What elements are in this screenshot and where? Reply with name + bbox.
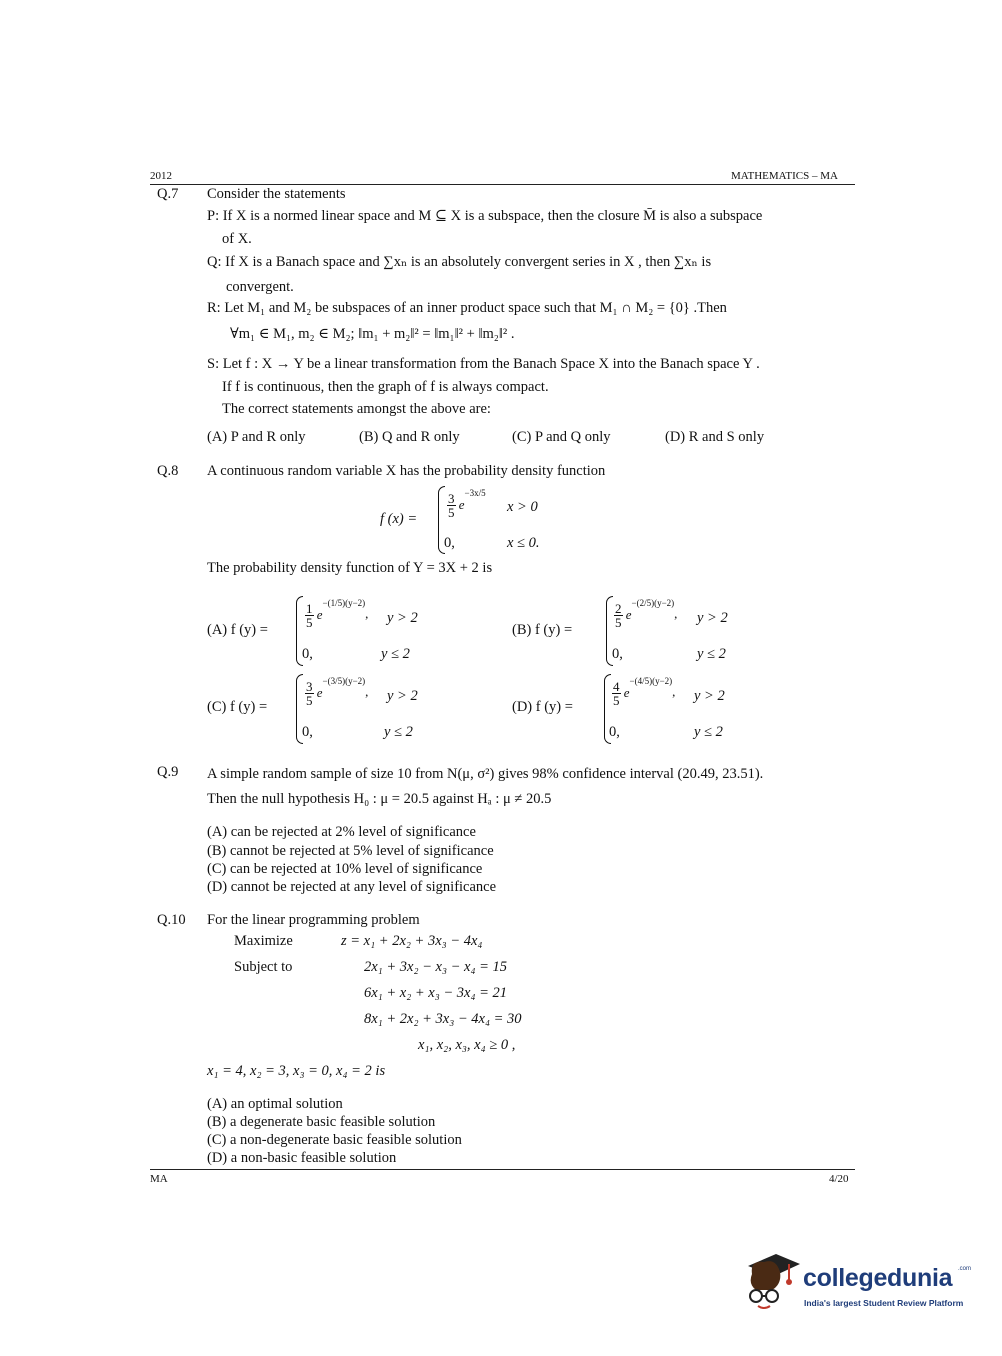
q8-option-c-zero: 0,	[302, 724, 313, 740]
q8-stem: A continuous random variable X has the probability density function	[207, 463, 606, 479]
q10-constraint-1: 2x₁ + 3x₂ − x₃ − x₄ = 15	[364, 959, 508, 975]
q8-option-a-label: (A) f (y) =	[207, 622, 268, 638]
collegedunia-logo-icon	[742, 1250, 802, 1312]
q8-option-c-cond1: y > 2	[387, 688, 418, 704]
q10-nonnegativity: x₁, x₂, x₃, x₄ ≥ 0 ,	[418, 1037, 516, 1053]
q9-option-a: (A) can be rejected at 2% level of significance	[207, 824, 476, 840]
q7-statement-s: S: Let f : X → Y be a linear transformation from the Banach Space X into the Banach space Y .	[207, 356, 760, 372]
q10-subject-to: Subject to	[234, 959, 293, 975]
q7-option-d: (D) R and S only	[665, 429, 765, 445]
q8-fx-cond2: x ≤ 0.	[507, 535, 540, 551]
q7-statement-p-cont: of X.	[222, 231, 252, 247]
q7-statement-q-cont: convergent.	[226, 279, 294, 295]
q7-stem: Consider the statements	[207, 186, 346, 202]
header-year: 2012	[150, 170, 172, 182]
q8-number: Q.8	[157, 463, 179, 479]
q9-line1: A simple random sample of size 10 from N(μ, σ²) gives 98% confidence interval (20.49, 23.51).	[207, 766, 764, 782]
q8-fx-exp: −3x/5	[464, 488, 486, 498]
q9-option-c: (C) can be rejected at 10% level of significance	[207, 861, 483, 877]
q8-option-d-label: (D) f (y) =	[512, 699, 573, 715]
q10-maximize: Maximize	[234, 933, 293, 949]
q7-number: Q.7	[157, 186, 179, 202]
q8-option-d-cond1: y > 2	[694, 688, 725, 704]
q7-statement-q: Q: If X is a Banach space and ∑xₙ is an absolutely convergent series in X , then ∑xₙ is	[207, 254, 712, 270]
q7-statement-r: R: Let M₁ and M₂ be subspaces of an inner product space such that M₁ ∩ M₂ = {0} .Then	[207, 300, 727, 316]
q7-statement-p: P: If X is a normed linear space and M ⊆ X is a subspace, then the closure M̄ is also a subspace	[207, 208, 763, 224]
q8-option-c-num: 3	[306, 678, 313, 694]
q8-stem2: The probability density function of Y = 3X + 2 is	[207, 560, 493, 576]
q10-option-d: (D) a non-basic feasible solution	[207, 1150, 397, 1166]
q8-option-d-num: 4	[613, 678, 620, 694]
q8-option-b-cond2: y ≤ 2	[697, 646, 726, 662]
q8-option-a-cond1: y > 2	[387, 610, 418, 626]
header-rule	[150, 184, 855, 185]
q10-point: x₁ = 4, x₂ = 3, x₃ = 0, x₄ = 2 is	[207, 1063, 386, 1079]
q10-option-a: (A) an optimal solution	[207, 1096, 343, 1112]
q10-option-c: (C) a non-degenerate basic feasible solution	[207, 1132, 462, 1148]
q9-option-d: (D) cannot be rejected at any level of significance	[207, 879, 497, 895]
logo-brand: collegedunia	[803, 1264, 953, 1292]
q8-option-d-zero: 0,	[609, 724, 620, 740]
q7-statement-r-formula: ∀m₁ ∈ M₁, m₂ ∈ M₂; ‖m₁ + m₂‖² = ‖m₁‖² + ‖m₂‖² .	[230, 326, 515, 342]
q10-number: Q.10	[157, 912, 186, 928]
q9-line2: Then the null hypothesis H₀ : μ = 20.5 against Hₐ : μ ≠ 20.5	[207, 791, 552, 807]
q10-option-b: (B) a degenerate basic feasible solution	[207, 1114, 436, 1130]
footer-page-number: 4/20	[829, 1173, 849, 1185]
q8-option-a-cond2: y ≤ 2	[381, 646, 410, 662]
q10-constraint-3: 8x₁ + 2x₂ + 3x₃ − 4x₄ = 30	[364, 1011, 522, 1027]
q7-option-c: (C) P and Q only	[512, 429, 611, 445]
q8-option-c-exp: −(3/5)(y−2)	[322, 676, 366, 686]
q8-option-d-cond2: y ≤ 2	[694, 724, 723, 740]
q7-statement-s-cont: If f is continuous, then the graph of f is always compact.	[222, 379, 549, 395]
q8-option-b-zero: 0,	[612, 646, 623, 662]
q10-objective: z = x₁ + 2x₂ + 3x₃ − 4x₄	[341, 933, 483, 949]
q8-option-b-cond1: y > 2	[697, 610, 728, 626]
q8-option-b-exp: −(2/5)(y−2)	[631, 598, 675, 608]
q8-option-c-cond2: y ≤ 2	[384, 724, 413, 740]
q10-stem: For the linear programming problem	[207, 912, 420, 928]
q7-option-a: (A) P and R only	[207, 429, 306, 445]
q8-option-b-label: (B) f (y) =	[512, 622, 573, 638]
logo-tagline: India's largest Student Review Platform	[804, 1298, 964, 1308]
q9-option-b: (B) cannot be rejected at 5% level of significance	[207, 843, 494, 859]
q8-fx-zero: 0,	[444, 535, 455, 551]
logo-dotcom: .com	[958, 1266, 972, 1272]
q7-prompt: The correct statements amongst the above are:	[222, 401, 491, 417]
footer-rule	[150, 1169, 855, 1170]
header-subject: MATHEMATICS – MA	[731, 170, 838, 182]
q8-option-a-exp: −(1/5)(y−2)	[322, 598, 366, 608]
q10-constraint-2: 6x₁ + x₂ + x₃ − 3x₄ = 21	[364, 985, 508, 1001]
q8-option-a-num: 1	[306, 600, 313, 616]
q8-fx-label: f (x) =	[380, 511, 418, 527]
q8-option-d-exp: −(4/5)(y−2)	[629, 676, 673, 686]
footer-code: MA	[150, 1173, 168, 1185]
q9-number: Q.9	[157, 764, 179, 780]
q7-option-b: (B) Q and R only	[359, 429, 460, 445]
q8-option-a-zero: 0,	[302, 646, 313, 662]
q8-option-b-num: 2	[615, 600, 622, 616]
q8-fx-cond1: x > 0	[507, 499, 538, 515]
q8-option-c-label: (C) f (y) =	[207, 699, 268, 715]
q8-fx-coef: $\frac{3}{5}$	[448, 490, 455, 520]
